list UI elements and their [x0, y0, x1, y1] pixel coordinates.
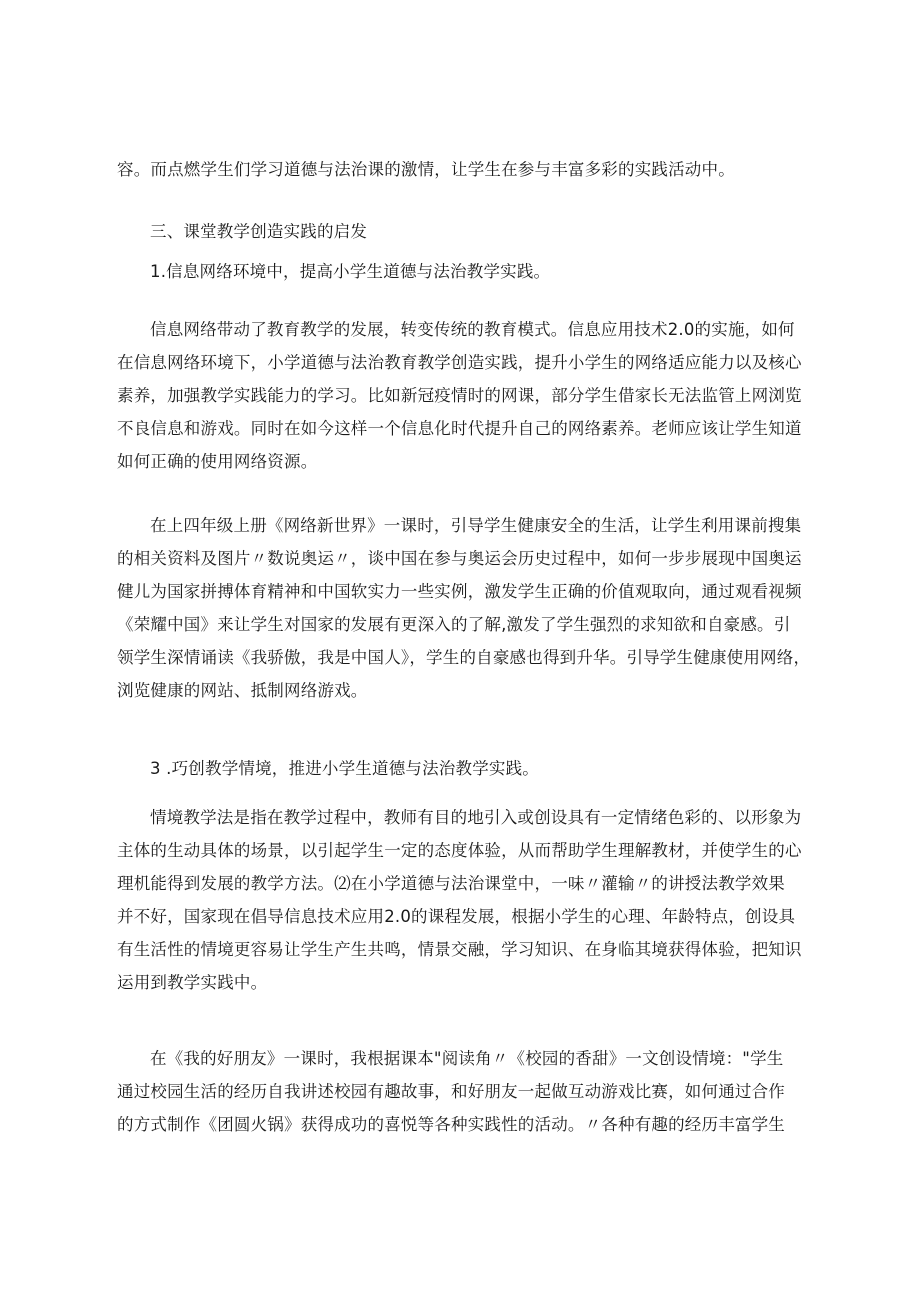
paragraph-line: 素养，加强教学实践能力的学习。比如新冠疫情时的网课，部分学生借家长无法监管上网浏览 — [117, 386, 802, 405]
paragraph-line: 理机能得到发展的教学方法。⑵在小学道德与法治课堂中，一味〃灌输〃的讲授法教学效果 — [117, 874, 785, 893]
paragraph-line: 领学生深情诵读《我骄傲，我是中国人》，学生的自豪感也得到升华。引导学生健康使用网络， — [117, 648, 811, 667]
paragraph-line: 情境教学法是指在教学过程中，教师有目的地引入或创设具有一定情绪色彩的、以形象为 — [150, 808, 802, 827]
paragraph-line: 并不好，国家现在倡导信息技术应用2.0的课程发展，根据小学生的心理、年龄特点，创设具 — [117, 907, 796, 926]
paragraph-line: 信息网络带动了教育教学的发展，转变传统的教育模式。信息应用技术2.0的实施，如何 — [150, 320, 795, 339]
paragraph-line: 健儿为国家拼搏体育精神和中国软实力一些实例，激发学生正确的价值观取向，通过观看视频 — [117, 582, 802, 601]
paragraph-good-friend-lesson — [117, 1042, 807, 1141]
paragraph-line: 的方式制作《团圆火锅》获得成功的喜悦等各种实践性的活动。〃各种有趣的经历丰富学生 — [117, 1115, 785, 1134]
paragraph-line: 主体的生动具体的场景，以引起学生一定的态度体验，从而帮助学生理解教材，并使学生的心 — [117, 841, 802, 860]
paragraph-line: 运用到教学实践中。 — [117, 973, 268, 992]
paragraph-line: 在上四年级上册《网络新世界》一课时，引导学生健康安全的生活，让学生利用课前搜集 — [150, 516, 802, 535]
paragraph-line: 如何正确的使用网络资源。 — [117, 452, 318, 471]
paragraph-line: 容。而点燃学生们学习道德与法治课的激情，让学生在参与丰富多彩的实践活动中。 — [117, 160, 735, 179]
paragraph-line: 通过校园生活的经历自我讲述校园有趣故事，和好朋友一起做互动游戏比赛，如何通过合作 — [117, 1082, 785, 1101]
paragraph-line: 不良信息和游戏。同时在如今这样一个信息化时代提升自己的网络素养。老师应该让学生知道 — [117, 419, 802, 438]
paragraph-line: 的相关资料及图片〃数说奥运〃，谈中国在参与奥运会历史过程中，如何一步步展现中国奥运 — [117, 549, 802, 568]
subsection-heading: 3 .巧创教学情境，推进小学生道德与法治教学实践。 — [150, 759, 539, 778]
paragraph-line: 《荣耀中国》来让学生对国家的发展有更深入的了解,激发了学生强烈的求知欲和自豪感。引 — [117, 615, 791, 634]
paragraph-network-world-lesson — [117, 509, 811, 707]
section-heading: 三、课堂教学创造实践的启发 — [150, 222, 368, 241]
paragraph-situational-teaching — [117, 801, 807, 999]
paragraph-line: 有生活性的情境更容易让学生产生共鸣，情景交融，学习知识、在身临其境获得体验，把知识 — [117, 940, 802, 959]
paragraph-network-environment — [117, 313, 807, 478]
subsection-heading: 1.信息网络环境中，提高小学生道德与法治教学实践。 — [150, 262, 551, 281]
paragraph-line: 在信息网络环境下，小学道德与法治教育教学创造实践，提升小学生的网络适应能力以及核心 — [117, 353, 802, 372]
paragraph-line: 在《我的好朋友》一课时，我根据课本"阅读角〃《校园的香甜》一文创设情境："学生 — [150, 1049, 784, 1068]
paragraph-line: 浏览健康的网站、抵制网络游戏。 — [117, 681, 368, 700]
